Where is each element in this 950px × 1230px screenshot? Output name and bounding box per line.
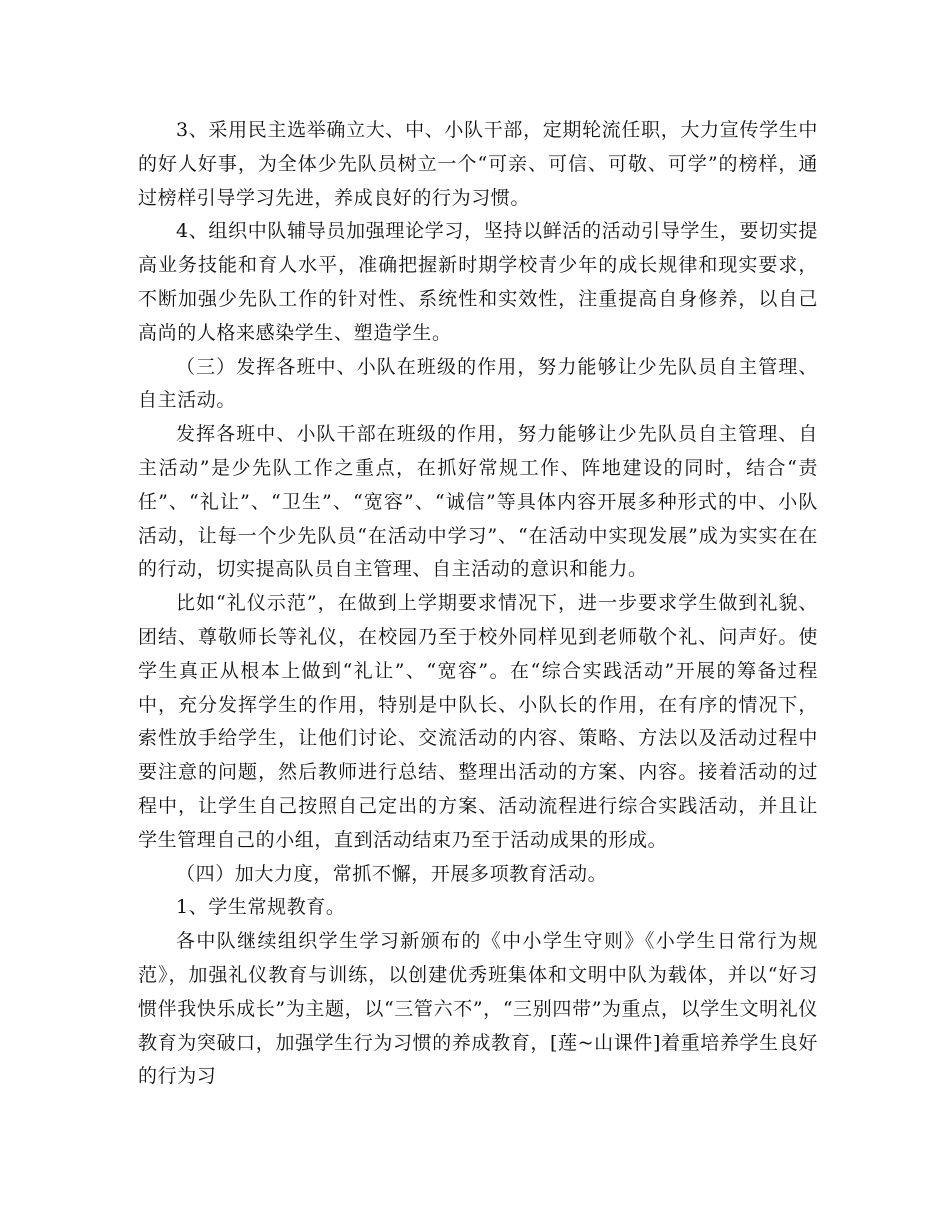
document-body (138, 114, 818, 1094)
paragraph-item-3-election: 3、采用民主选举确立大、中、小队干部，定期轮流任职，大力宣传学生中的好人好事，为全体少先队员树立一个“可亲、可信、可敬、可学”的榜样，通过榜样引导学习先进，养成良好的行为习惯。 (138, 119, 818, 209)
section-heading-3: （三）发挥各班中、小队在班级的作用，努力能够让少先队员自主管理、自主活动。 (138, 355, 818, 412)
section-heading-4: （四）加大力度，常抓不懈，开展多项教育活动。 (176, 862, 608, 885)
paragraph-code-of-conduct: 各中队继续组织学生学习新颁布的《中小学生守则》《小学生日常行为规范》，加强礼仪教育与训练，以创建优秀班集体和文明中队为载体，并以“好习惯伴我快乐成长”为主题，以“三管六不”，“三别四带”为重点，以学生文明礼仪教育为突破口，加强学生行为习惯的养成教育，[莲~山课件]着重培养学生良好的行为习 (138, 930, 818, 1088)
paragraph-self-management: 发挥各班中、小队干部在班级的作用，努力能够让少先队员自主管理、自主活动”是少先队工作之重点，在抓好常规工作、阵地建设的同时，结合“责任”、“礼让”、“卫生”、“宽容”、“诚信”等具体内容开展多种形式的中、小队活动，让每一个少先队员“在活动中学习”、“在活动中实现发展”成为实实在在的行动，切实提高队员自主管理、自主活动的意识和能力。 (138, 423, 818, 581)
paragraph-item-1-routine-education: 1、学生常规教育。 (176, 896, 346, 919)
paragraph-item-4-counselor-study: 4、组织中队辅导员加强理论学习，坚持以鲜活的活动引导学生，要切实提高业务技能和育人水平，准确把握新时期学校青少年的成长规律和现实要求，不断加强少先队工作的针对性、系统性和实效性，注重提高自身修养，以自己高尚的人格来感染学生、塑造学生。 (138, 220, 818, 344)
paragraph-etiquette-example: 比如“礼仪示范”，在做到上学期要求情况下，进一步要求学生做到礼貌、团结、尊敬师长等礼仪，在校园乃至于校外同样见到老师敬个礼、问声好。使学生真正从根本上做到“礼让”、“宽容”。在“综合实践活动”开展的筹备过程中，充分发挥学生的作用，特别是中队长、小队长的作用，在有序的情况下，索性放手给学生，让他们讨论、交流活动的内容、策略、方法以及活动过程中要注意的问题，然后教师进行总结、整理出活动的方案、内容。接着活动的过程中，让学生自己按照自己定出的方案、活动流程进行综合实践活动，并且让学生管理自己的小组，直到活动结束乃至于活动成果的形成。 (138, 592, 818, 851)
